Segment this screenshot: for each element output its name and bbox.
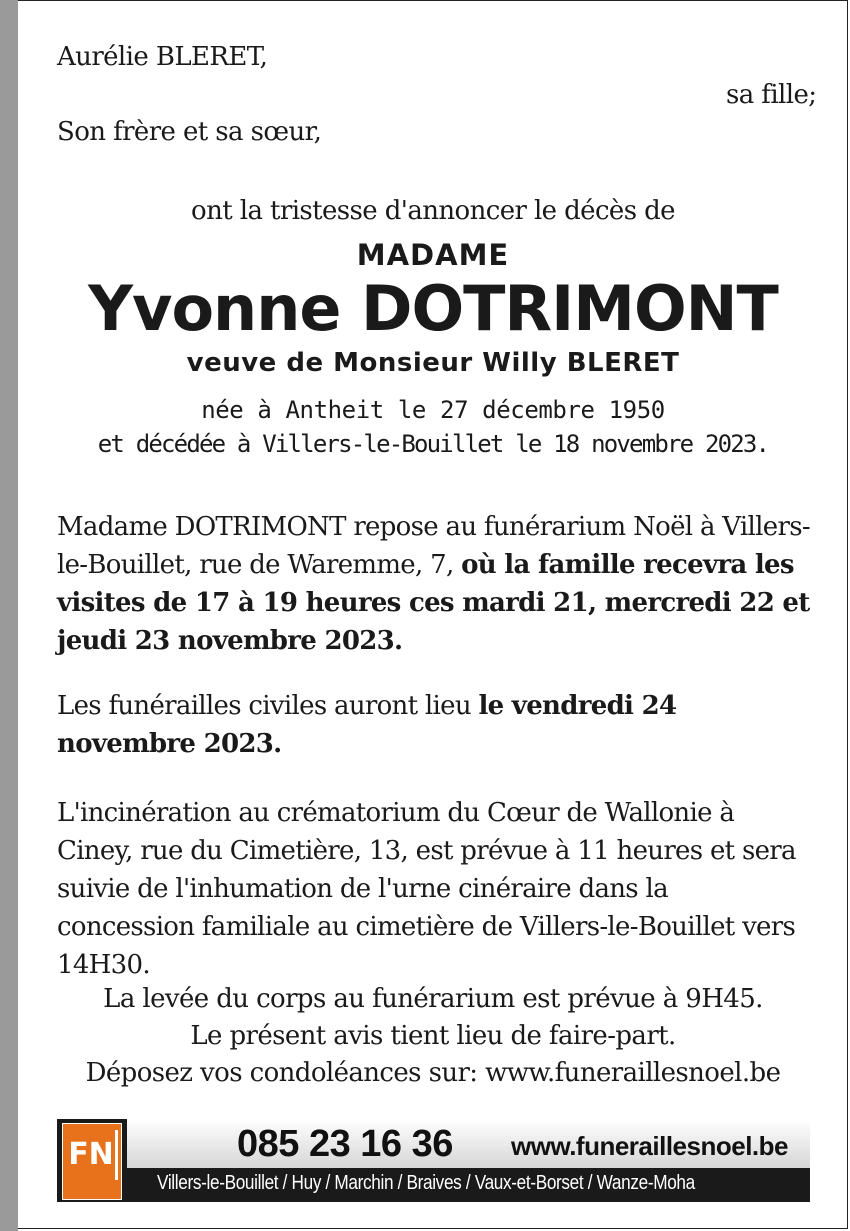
levee-line: La levée du corps au funérarium est prévue à 9H45. xyxy=(103,984,763,1014)
announce-line: ont la tristesse d'annoncer le décès de xyxy=(191,196,675,226)
contact-panel xyxy=(127,1119,810,1168)
condolences-line: Déposez vos condoléances sur: www.funeraillesnoel.be xyxy=(85,1058,781,1088)
family-line-siblings: Son frère et sa sœur, xyxy=(57,117,322,147)
paragraph-viewing xyxy=(57,508,817,660)
funeral-home-logo xyxy=(62,1123,122,1200)
phone-number: 085 23 16 36 xyxy=(237,1123,453,1165)
family-relation: sa fille; xyxy=(726,80,817,110)
website[interactable]: www.funeraillesnoel.be xyxy=(511,1131,788,1161)
funeral-text: Les funérailles civiles auront lieu xyxy=(57,691,479,721)
paragraph-cremation: L'incinération au crématorium du Cœur de Wallonie à Ciney, rue du Cimetière, 13, est prévue à 11 heures et sera suivie de l'inhumation de l'urne cinéraire dans la concession familiale au cimetière de Villers-le-Bouillet vers 14H30. xyxy=(57,798,796,980)
deceased-title: MADAME xyxy=(356,238,510,272)
deceased-name: Yvonne DOTRIMONT xyxy=(88,272,778,345)
birth-line: née à Antheit le 27 décembre 1950 xyxy=(201,396,665,424)
funeral-home-banner xyxy=(57,1119,810,1202)
death-line: et décédée à Villers-le-Bouillet le 18 novembre 2023. xyxy=(97,430,769,458)
family-line-daughter: Aurélie BLERET, xyxy=(57,42,268,72)
viewing-bold: où la famille recevra les visites de 17 à 19 heures ces mardi 21, mercredi 22 et jeudi 23 novembre 2023. xyxy=(57,550,810,656)
branch-locations: Villers-le-Bouillet / Huy / Marchin / Braives / Vaux-et-Borset / Wanze-Moha xyxy=(157,1172,695,1194)
viewing-text: Madame DOTRIMONT repose au funérarium Noël à Villers-le-Bouillet, rue de Waremme, 7, xyxy=(57,512,810,580)
paragraph-funeral xyxy=(57,687,697,763)
widow-line: veuve de Monsieur Willy BLERET xyxy=(186,348,680,378)
logo-initials: FN xyxy=(67,1130,118,1180)
funeral-bold: le vendredi 24 novembre 2023. xyxy=(57,691,677,759)
avis-line: Le présent avis tient lieu de faire-part. xyxy=(190,1021,676,1051)
